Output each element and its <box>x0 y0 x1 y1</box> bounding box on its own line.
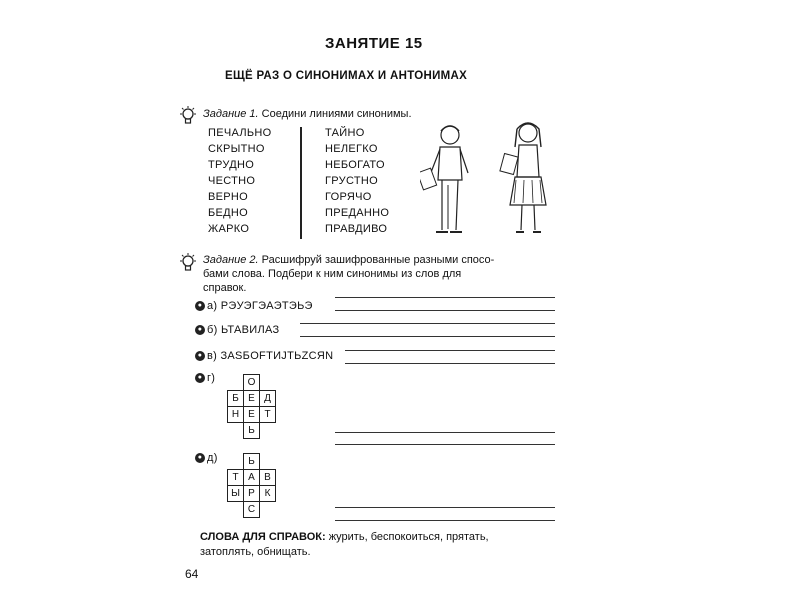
answer-line[interactable] <box>335 297 555 298</box>
item-letter: б) <box>207 324 218 336</box>
grid-cell: Д <box>260 391 276 407</box>
grid-cell: К <box>260 486 276 502</box>
left-word: ТРУДНО <box>208 159 255 171</box>
task2-line1: Расшифруй зашифрованные разными спосо- <box>261 254 495 266</box>
bullet-icon: ● <box>195 351 205 361</box>
bullet-icon: ● <box>195 301 205 311</box>
right-word: ПРАВДИВО <box>325 223 388 235</box>
right-word: ТАЙНО <box>325 127 365 139</box>
answer-line[interactable] <box>335 432 555 433</box>
right-word: ГОРЯЧО <box>325 191 372 203</box>
letter-grid-d <box>227 453 276 518</box>
task2-item-g <box>195 372 215 384</box>
column-divider <box>300 127 302 239</box>
answer-line[interactable] <box>300 323 555 324</box>
bullet-icon: ● <box>195 373 205 383</box>
bullet-icon: ● <box>195 325 205 335</box>
task1-text: Соедини линиями синонимы. <box>261 108 412 120</box>
lightbulb-icon <box>177 105 199 127</box>
left-word: ЖАРКО <box>208 223 250 235</box>
item-letter: д) <box>207 452 218 464</box>
letter-grid-g <box>227 374 276 439</box>
reference-label: СЛОВА ДЛЯ СПРАВОК: <box>200 531 326 543</box>
right-word: ГРУСТНО <box>325 175 378 187</box>
right-word: НЕЛЕГКО <box>325 143 378 155</box>
answer-line[interactable] <box>300 336 555 337</box>
coded-word: ЬТАВИЛАЗ <box>220 324 280 336</box>
answer-line[interactable] <box>335 310 555 311</box>
reference-words <box>200 530 560 560</box>
grid-cell: Н <box>228 407 244 423</box>
task2-label: Задание 2. <box>203 254 259 266</box>
grid-cell: Т <box>228 470 244 486</box>
grid-cell: Б <box>228 391 244 407</box>
task2-instruction <box>203 253 563 295</box>
lesson-title: ЗАНЯТИЕ 15 <box>325 35 423 52</box>
right-word: ПРЕДАННО <box>325 207 390 219</box>
answer-line[interactable] <box>335 520 555 521</box>
left-word: ПЕЧАЛЬНО <box>208 127 272 139</box>
children-illustration <box>420 115 560 240</box>
task2-item-v <box>195 350 333 362</box>
grid-cell: Ь <box>244 454 260 470</box>
task1-label: Задание 1. <box>203 108 259 120</box>
lightbulb-icon <box>177 252 199 274</box>
grid-cell: В <box>260 470 276 486</box>
grid-cell: Т <box>260 407 276 423</box>
right-word: НЕБОГАТО <box>325 159 385 171</box>
reference-line2: затоплять, обнищать. <box>200 546 311 558</box>
task2-item-d <box>195 452 218 464</box>
task2-item-b <box>195 324 279 336</box>
item-letter: г) <box>207 372 216 384</box>
grid-cell: Е <box>244 391 260 407</box>
answer-line[interactable] <box>335 507 555 508</box>
task2-item-a <box>195 300 313 312</box>
reference-line1: журить, беспокоиться, прятать, <box>328 531 489 543</box>
coded-word: ЗASБOFTИJTЬZСЯN <box>220 350 334 362</box>
answer-line[interactable] <box>345 350 555 351</box>
bullet-icon: ● <box>195 453 205 463</box>
grid-cell: Ы <box>228 486 244 502</box>
left-word: ВЕРНО <box>208 191 249 203</box>
task2-line2: бами слова. Подбери к ним синонимы из слов для <box>203 268 462 280</box>
left-word: ЧЕСТНО <box>208 175 256 187</box>
item-letter: в) <box>207 350 218 362</box>
grid-cell: Е <box>244 407 260 423</box>
grid-cell: Р <box>244 486 260 502</box>
answer-line[interactable] <box>335 444 555 445</box>
workbook-page <box>175 10 575 590</box>
left-word: БЕДНО <box>208 207 249 219</box>
page-number: 64 <box>185 567 199 581</box>
left-word: СКРЫТНО <box>208 143 265 155</box>
item-letter: а) <box>207 300 218 312</box>
answer-line[interactable] <box>345 363 555 364</box>
grid-cell: А <box>244 470 260 486</box>
lesson-subtitle: ЕЩЁ РАЗ О СИНОНИМАХ И АНТОНИМАХ <box>225 70 468 82</box>
grid-cell: Ь <box>244 423 260 439</box>
grid-cell: О <box>244 375 260 391</box>
task1-instruction <box>203 107 412 121</box>
coded-word: РЭУЭГЭАЭТЭЬЭ <box>220 300 313 312</box>
grid-cell: С <box>244 502 260 518</box>
task2-line3: справок. <box>203 282 247 294</box>
